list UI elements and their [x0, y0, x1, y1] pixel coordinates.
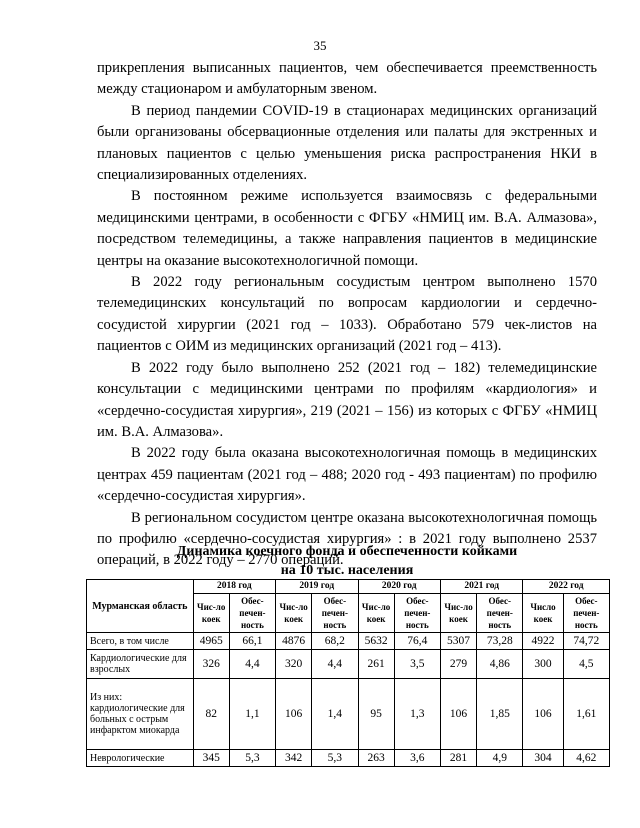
table-title [97, 542, 597, 580]
year-header: 2022 год [523, 580, 610, 594]
table-cell: 281 [440, 750, 476, 767]
year-header: 2020 год [358, 580, 440, 594]
table-cell: 4922 [523, 633, 563, 650]
year-header: 2021 год [440, 580, 522, 594]
row-label: Всего, в том числе [87, 633, 194, 650]
col-header-beds: Чис-ло коек [193, 594, 229, 633]
table-cell: 106 [523, 679, 563, 750]
table-cell: 4,5 [563, 650, 609, 679]
table-cell: 261 [358, 650, 394, 679]
table-cell: 4876 [276, 633, 312, 650]
table-cell: 342 [276, 750, 312, 767]
col-header-provision: Обес-печен-ность [312, 594, 358, 633]
table-row [87, 650, 610, 679]
table-row [87, 633, 610, 650]
col-header-beds: Чис-ло коек [276, 594, 312, 633]
table-cell: 263 [358, 750, 394, 767]
table-row [87, 679, 610, 750]
table-cell: 4965 [193, 633, 229, 650]
paragraph: прикрепления выписанных пациентов, чем обеспечивается преемственность между стационаром и амбулаторным звеном. [97, 60, 597, 98]
page-number: 35 [313, 38, 327, 53]
table-cell: 5,3 [312, 750, 358, 767]
row-label: Из них: кардиологические для больных с острым инфарктом миокарда [87, 679, 194, 750]
table-cell: 4,4 [229, 650, 275, 679]
table-cell: 1,3 [394, 679, 440, 750]
col-header-beds: Чис-ло коек [358, 594, 394, 633]
table-cell: 5,3 [229, 750, 275, 767]
table-cell: 300 [523, 650, 563, 679]
row-label: Кардиологические для взрослых [87, 650, 194, 679]
table-title-line: Динамика коечного фонда и обеспеченности койками [176, 544, 518, 559]
body-text [97, 58, 597, 572]
table-cell: 4,62 [563, 750, 609, 767]
paragraph: В 2022 году было выполнено 252 (2021 год – 182) телемедицинские консультации с медицинскими центрами по профилям «кардиология» и «сердечно-сосудистая хирургия», 219 (2021 – 156) из которых с ФГБУ «НМИЦ им. В.А. Алмазова». [97, 359, 597, 440]
table-cell: 76,4 [394, 633, 440, 650]
table-cell: 5307 [440, 633, 476, 650]
table-cell: 304 [523, 750, 563, 767]
table-cell: 345 [193, 750, 229, 767]
table-cell: 1,61 [563, 679, 609, 750]
year-header: 2018 год [193, 580, 275, 594]
table-cell: 279 [440, 650, 476, 679]
paragraph: В 2022 году была оказана высокотехнологичная помощь в медицинских центрах 459 пациентам (2021 год – 488; 2020 год - 493 пациентам) по профилю «сердечно-сосудистая хирургия». [97, 445, 597, 505]
col-header-provision: Обес-печен-ность [394, 594, 440, 633]
table-cell: 326 [193, 650, 229, 679]
bed-fund-table [86, 579, 610, 767]
table-cell: 3,6 [394, 750, 440, 767]
col-header-provision: Обес-печен-ность [477, 594, 523, 633]
col-header-beds: Чис-ло коек [440, 594, 476, 633]
col-header-beds: Число коек [523, 594, 563, 633]
paragraph: В региональном сосудистом центре оказана высокотехнологичная помощь по профилю «сердечно-сосудистая хирургия» : в 2021 году выполнено 2537 операций, в 2022 году – 2770 операций. [97, 509, 597, 569]
paragraph: В период пандемии COVID-19 в стационарах медицинских организаций были организованы обсервационные отделения или палаты для экстренных и плановых пациентов с целью уменьшения риска распространения НКИ в специализированных отделениях. [97, 102, 597, 184]
table-cell: 5632 [358, 633, 394, 650]
table-cell: 106 [440, 679, 476, 750]
table-cell: 4,4 [312, 650, 358, 679]
table-cell: 73,28 [477, 633, 523, 650]
table-cell: 106 [276, 679, 312, 750]
table-cell: 95 [358, 679, 394, 750]
table-cell: 82 [193, 679, 229, 750]
paragraph: В 2022 году региональным сосудистым центром выполнено 1570 телемедицинских консультаций по вопросам кардиологии и сердечно-сосудистой хирургии (2021 год – 1033). Обработано 579 чек-листов на пациентов с ОИМ из медицинских организаций (2021 год – 413). [97, 274, 597, 355]
table-title-line: на 10 тыс. населения [280, 563, 414, 578]
table-cell: 1,1 [229, 679, 275, 750]
col-header-provision: Обес-печен-ность [563, 594, 609, 633]
table-cell: 68,2 [312, 633, 358, 650]
region-header: Мурманская область [87, 580, 194, 633]
col-header-provision: Обес-печен-ность [229, 594, 275, 633]
row-label: Неврологические [87, 750, 194, 767]
table-cell: 3,5 [394, 650, 440, 679]
table-cell: 1,85 [477, 679, 523, 750]
table-cell: 320 [276, 650, 312, 679]
table-row [87, 750, 610, 767]
year-header: 2019 год [276, 580, 358, 594]
table-cell: 4,86 [477, 650, 523, 679]
table-cell: 4,9 [477, 750, 523, 767]
table-cell: 74,72 [563, 633, 609, 650]
table-cell: 1,4 [312, 679, 358, 750]
paragraph: В постоянном режиме используется взаимосвязь с федеральными медицинскими центрами, в особенности с ФГБУ «НМИЦ им. В.А. Алмазова», посредством телемедицины, а также направления пациентов в медицинские центры на оказание высокотехнологичной помощи. [97, 188, 597, 269]
table-cell: 66,1 [229, 633, 275, 650]
